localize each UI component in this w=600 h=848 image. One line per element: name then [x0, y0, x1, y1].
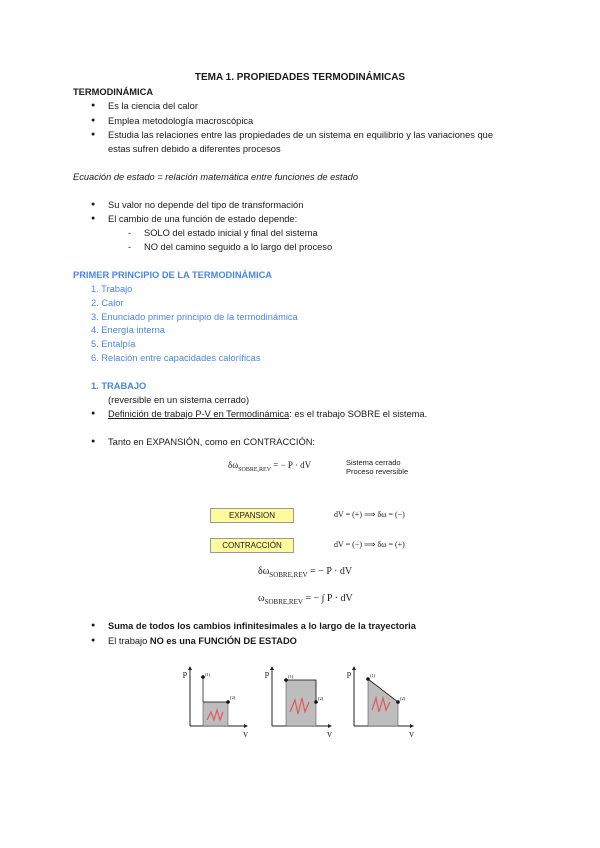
- list-item: ● Su valor no depende del tipo de transformación: [108, 200, 303, 210]
- formula-trabajo-dw: $\delta\omega_{SOBRE,REV}$ = − P · dV: [258, 566, 353, 579]
- list-item: ● Tanto en EXPANSIÓN, como en CONTRACCIÓN:: [108, 437, 315, 447]
- formula-contraccion: dV = (−) ⟹ δω = (+): [334, 540, 405, 549]
- contraccion-label: CONTRACCIÓN: [210, 538, 294, 553]
- list-item-suma: ● Suma de todos los cambios infinitesimales a lo largo de la trayectoria: [108, 621, 416, 631]
- toc-item[interactable]: 5. Entalpía: [91, 339, 136, 349]
- ecuacion-estado: Ecuación de estado = relación matemática entre funciones de estado: [73, 172, 359, 182]
- list-item-no-funcion: ● El trabajo NO es una FUNCIÓN DE ESTADO: [108, 636, 297, 646]
- definicion-text: : es el trabajo SOBRE el sistema.: [289, 409, 428, 419]
- section-heading-primer-principio: PRIMER PRINCIPIO DE LA TERMODINÁMICA: [73, 270, 273, 280]
- expansion-label: EXPANSION: [210, 508, 294, 523]
- pv-diagrams: [178, 662, 428, 740]
- list-item: ● El cambio de una función de estado depende:: [108, 214, 297, 224]
- toc-item[interactable]: 6. Relación entre capacidades caloríficas: [91, 353, 261, 363]
- note-proceso-reversible: Proceso reversible: [346, 467, 409, 476]
- point-label: (2): [230, 695, 236, 700]
- toc-item[interactable]: 2. Calor: [91, 298, 124, 308]
- point-label: (1): [205, 672, 211, 677]
- trabajo-subtitle: (reversible en un sistema cerrado): [108, 395, 250, 405]
- toc-item[interactable]: 1. Trabajo: [91, 284, 133, 294]
- list-item: ● Es la ciencia del calor: [108, 101, 198, 111]
- svg-text:(1): (1): [288, 674, 294, 679]
- definicion-link[interactable]: Definición de trabajo P-V en Termodinámica: [108, 409, 290, 419]
- toc-item[interactable]: 3. Enunciado primer principio de la termodinámica: [91, 312, 298, 322]
- sub-list-item: - NO del camino seguido a lo largo del proceso: [144, 242, 332, 252]
- p-axis-label: p: [183, 669, 187, 678]
- v-axis-label: V: [243, 731, 249, 739]
- svg-text:(2): (2): [318, 696, 324, 701]
- page-title: TEMA 1. PROPIEDADES TERMODINÁMICAS: [194, 72, 406, 83]
- list-item: ● Emplea metodología macroscópica: [108, 116, 253, 126]
- pv-graph-2: [265, 668, 332, 739]
- subsection-heading-trabajo: 1. TRABAJO: [91, 381, 147, 391]
- svg-text:p: p: [265, 669, 269, 678]
- formula-trabajo-diferencial: $\delta\omega_{SOBRE,REV}$ = − P · dV: [228, 460, 312, 473]
- svg-text:V: V: [327, 731, 333, 739]
- list-item-continuation: estas sufren debido a diferentes procesos: [108, 144, 281, 154]
- svg-text:(2): (2): [400, 696, 406, 701]
- pv-graph-3: [347, 668, 414, 739]
- section-heading-termodinamica: TERMODINÁMICA: [73, 87, 154, 97]
- pv-graph-1: [183, 668, 248, 739]
- formula-trabajo-integral: $\omega_{SOBRE,REV}$ = − ∫ P · dV: [258, 593, 353, 606]
- svg-text:p: p: [347, 669, 351, 678]
- svg-text:(1): (1): [370, 673, 376, 678]
- formula-expansion: dV = (+) ⟹ δω = (−): [334, 510, 405, 519]
- toc-item[interactable]: 4. Energía interna: [91, 325, 165, 335]
- list-item-definicion: [108, 409, 427, 419]
- list-item: ● Estudia las relaciones entre las propiedades de un sistema en equilibrio y las variaciones que: [108, 130, 493, 140]
- sub-list-item: - SOLO del estado inicial y final del sistema: [144, 228, 318, 238]
- note-sistema-cerrado: Sistema cerrado: [346, 458, 401, 467]
- svg-text:V: V: [409, 731, 415, 739]
